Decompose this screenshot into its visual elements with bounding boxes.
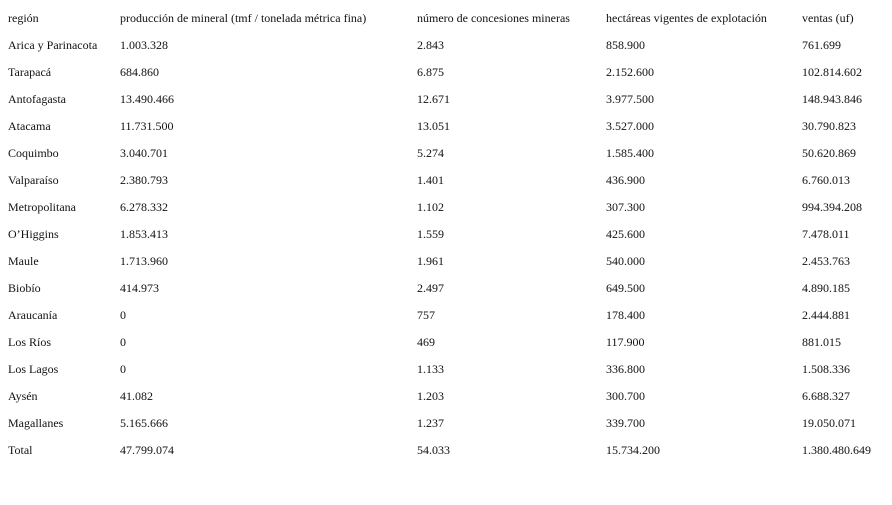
cell-region: Antofagasta: [8, 92, 66, 106]
cell-concessions: 12.671: [417, 92, 450, 106]
cell-region: Valparaíso: [8, 173, 59, 187]
cell-concessions: 6.875: [417, 65, 444, 79]
cell-hectares: 2.152.600: [606, 65, 654, 79]
cell-region: Araucanía: [8, 308, 58, 322]
cell-concessions: 469: [417, 335, 435, 349]
cell-sales: 1.380.480.649: [802, 443, 871, 457]
cell-hectares: 1.585.400: [606, 146, 654, 160]
cell-region: Aysén: [8, 389, 38, 403]
mining-data-table: [3, 5, 887, 464]
cell-concessions: 54.033: [417, 443, 450, 457]
table-row: [3, 194, 887, 221]
cell-concessions: 1.133: [417, 362, 444, 376]
table-row: [3, 86, 887, 113]
cell-production: 0: [120, 335, 126, 349]
cell-sales: 1.508.336: [802, 362, 850, 376]
table-row: [3, 275, 887, 302]
cell-concessions: 13.051: [417, 119, 450, 133]
cell-region: Coquimbo: [8, 146, 59, 160]
cell-concessions: 1.401: [417, 173, 444, 187]
cell-sales: 102.814.602: [802, 65, 862, 79]
cell-production: 0: [120, 308, 126, 322]
cell-production: 5.165.666: [120, 416, 168, 430]
header-row: [3, 5, 887, 32]
cell-concessions: 1.203: [417, 389, 444, 403]
table-row: [3, 302, 887, 329]
cell-concessions: 1.961: [417, 254, 444, 268]
cell-hectares: 117.900: [606, 335, 645, 349]
cell-hectares: 307.300: [606, 200, 645, 214]
cell-region: Tarapacá: [8, 65, 52, 79]
cell-region: Biobío: [8, 281, 41, 295]
cell-hectares: 178.400: [606, 308, 645, 322]
header-hectares: hectáreas vigentes de explotación: [606, 11, 767, 25]
cell-hectares: 3.527.000: [606, 119, 654, 133]
table-body: [3, 32, 887, 464]
cell-hectares: 336.800: [606, 362, 645, 376]
cell-concessions: 2.843: [417, 38, 444, 52]
cell-sales: 4.890.185: [802, 281, 850, 295]
cell-sales: 19.050.071: [802, 416, 856, 430]
cell-sales: 2.444.881: [802, 308, 850, 322]
cell-region: Arica y Parinacota: [8, 38, 98, 52]
cell-hectares: 3.977.500: [606, 92, 654, 106]
cell-production: 47.799.074: [120, 443, 174, 457]
table-row: [3, 167, 887, 194]
cell-region: Los Lagos: [8, 362, 59, 376]
cell-sales: 881.015: [802, 335, 841, 349]
cell-hectares: 540.000: [606, 254, 645, 268]
cell-production: 2.380.793: [120, 173, 168, 187]
cell-region: Magallanes: [8, 416, 64, 430]
cell-hectares: 436.900: [606, 173, 645, 187]
table-row: [3, 32, 887, 59]
cell-sales: 30.790.823: [802, 119, 856, 133]
cell-hectares: 858.900: [606, 38, 645, 52]
cell-hectares: 425.600: [606, 227, 645, 241]
table-row: [3, 113, 887, 140]
cell-region: Metropolitana: [8, 200, 76, 214]
cell-sales: 994.394.208: [802, 200, 862, 214]
cell-sales: 6.760.013: [802, 173, 850, 187]
cell-concessions: 5.274: [417, 146, 444, 160]
header-concessions: número de concesiones mineras: [417, 11, 570, 25]
cell-sales: 2.453.763: [802, 254, 850, 268]
table-row: [3, 383, 887, 410]
cell-concessions: 1.559: [417, 227, 444, 241]
cell-production: 3.040.701: [120, 146, 168, 160]
table-row: [3, 59, 887, 86]
cell-production: 684.860: [120, 65, 159, 79]
cell-hectares: 339.700: [606, 416, 645, 430]
cell-concessions: 757: [417, 308, 435, 322]
total-row: [3, 437, 887, 464]
cell-hectares: 15.734.200: [606, 443, 660, 457]
table-row: [3, 140, 887, 167]
table-row: [3, 221, 887, 248]
cell-region: Maule: [8, 254, 39, 268]
cell-region: Total: [8, 443, 33, 457]
cell-production: 414.973: [120, 281, 159, 295]
table-row: [3, 356, 887, 383]
cell-production: 1.713.960: [120, 254, 168, 268]
cell-sales: 7.478.011: [802, 227, 850, 241]
cell-production: 13.490.466: [120, 92, 174, 106]
cell-region: O’Higgins: [8, 227, 59, 241]
header-sales: ventas (uf): [802, 11, 854, 25]
cell-concessions: 2.497: [417, 281, 444, 295]
cell-sales: 50.620.869: [802, 146, 856, 160]
cell-production: 41.082: [120, 389, 153, 403]
cell-hectares: 300.700: [606, 389, 645, 403]
cell-sales: 761.699: [802, 38, 841, 52]
header-production: producción de mineral (tmf / tonelada métrica fina): [120, 11, 367, 25]
cell-concessions: 1.102: [417, 200, 444, 214]
cell-sales: 148.943.846: [802, 92, 862, 106]
cell-region: Los Ríos: [8, 335, 52, 349]
cell-production: 11.731.500: [120, 119, 174, 133]
cell-production: 6.278.332: [120, 200, 168, 214]
table-row: [3, 248, 887, 275]
cell-production: 1.853.413: [120, 227, 168, 241]
header-region: región: [8, 11, 39, 25]
table-header: [3, 5, 887, 32]
cell-sales: 6.688.327: [802, 389, 850, 403]
table-row: [3, 329, 887, 356]
table-row: [3, 410, 887, 437]
cell-hectares: 649.500: [606, 281, 645, 295]
cell-concessions: 1.237: [417, 416, 444, 430]
cell-production: 0: [120, 362, 126, 376]
cell-production: 1.003.328: [120, 38, 168, 52]
cell-region: Atacama: [8, 119, 51, 133]
